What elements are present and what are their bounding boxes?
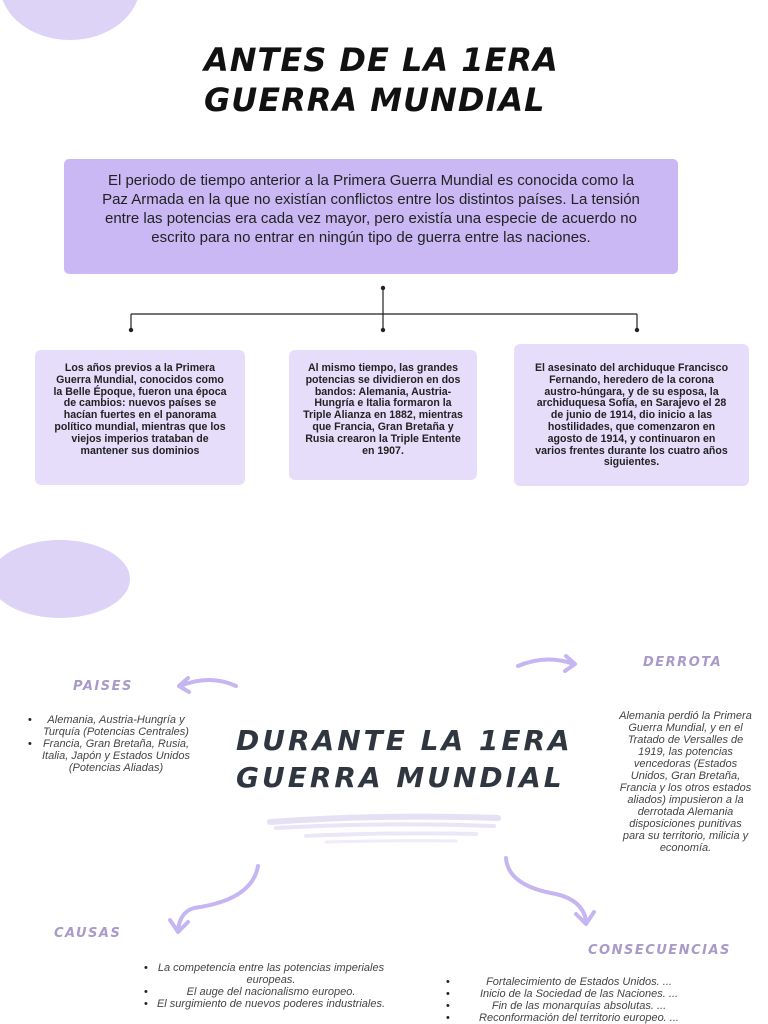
decorative-blob-top: [0, 0, 140, 40]
list-item: • El auge del nacionalismo europeo.: [140, 986, 402, 998]
part2-title: [236, 722, 573, 796]
part1-title-line1: ANTES DE LA 1ERA: [204, 41, 559, 79]
list-item: • Inicio de la Sociedad de las Naciones. ...: [440, 988, 718, 1000]
paises-heading: PAISES: [73, 679, 133, 694]
list-item: • Fortalecimiento de Estados Unidos. ...: [440, 976, 718, 988]
intro-text: El periodo de tiempo anterior a la Primera Guerra Mundial es conocida como la Paz Armada en la que no existían conflictos entre los distintos países. La tensión entre las potencias era cada vez mayor, pero existía una especie de acuerdo no escrito para no entrar en ningún tipo de guerra entre las naciones.: [102, 172, 640, 246]
consecuencias-list: [440, 976, 718, 1024]
part1-title-line2: GUERRA MUNDIAL: [204, 81, 546, 119]
list-item: • El surgimiento de nuevos poderes industriales.: [140, 998, 402, 1010]
part2-title-line1: DURANTE LA 1ERA: [236, 724, 573, 757]
decorative-blob-middle: [0, 540, 130, 618]
consecuencias-list-block: [440, 976, 718, 1024]
causas-list: [140, 962, 402, 1010]
card-asesinato: [514, 344, 749, 486]
list-item: • Alemania, Austria-Hungría y Turquía (Potencias Centrales): [28, 714, 198, 738]
causas-list-block: [140, 962, 402, 1010]
card-belle-epoque: [35, 350, 245, 485]
list-item: • Reconformación del territorio europeo. ...: [440, 1012, 718, 1024]
card-alianzas-text: Al mismo tiempo, las grandes potencias se dividieron en dos bandos: Alemania, Austria-Hungría e Italia formaron la Triple Alianza en 1882, mientras que Francia, Gran Bretaña y Rusia crearon la Triple Entente en 1907.: [303, 362, 463, 457]
consecuencias-heading: CONSECUENCIAS: [588, 943, 731, 958]
part1-title: [204, 40, 559, 120]
arrow-to-derrota: [510, 650, 590, 680]
paises-list-block: [28, 714, 198, 774]
derrota-text: Alemania perdió la Primera Guerra Mundial, y en el Tratado de Versalles de 1919, las potencias vencedoras (Estados Unidos, Gran Bretaña, Francia y los otros estados aliados) impusieron a la derrotada Alemania disposiciones punitivas para su territorio, milicia y economía.: [619, 710, 752, 854]
derrota-heading: DERROTA: [643, 655, 723, 670]
card-belle-epoque-text: Los años previos a la Primera Guerra Mundial, conocidos como la Belle Époque, fueron una época de cambios: nuevos países se hacían fuertes en el panorama político mundial, mientras que los viejos imperios trataban de mantener sus dominios: [53, 362, 227, 457]
causas-heading: CAUSAS: [54, 926, 122, 941]
card-alianzas: [289, 350, 477, 480]
list-item: • La competencia entre las potencias imperiales europeas.: [140, 962, 402, 986]
arrow-to-causas: [166, 860, 266, 940]
arrow-to-paises: [170, 672, 250, 702]
paises-list: [28, 714, 198, 774]
list-item: • Fin de las monarquías absolutas. ...: [440, 1000, 718, 1012]
card-asesinato-text: El asesinato del archiduque Francisco Fernando, heredero de la corona austro-húngara, y de su esposa, la archiduquesa Sofía, en Sarajevo el 28 de junio de 1914, dio inicio a las hostilidades, que comenzaron en agosto de 1914, y continuaron en varios frentes durante los cuatro años siguientes.: [534, 362, 729, 469]
part2-title-line2: GUERRA MUNDIAL: [236, 761, 565, 794]
intro-box: [64, 159, 678, 274]
connector-tree: [0, 282, 768, 342]
brush-stroke: [266, 808, 506, 848]
list-item: • Francia, Gran Bretaña, Rusia, Italia, Japón y Estados Unidos (Potencias Aliadas): [28, 738, 198, 774]
arrow-to-consecuencias: [500, 852, 600, 932]
